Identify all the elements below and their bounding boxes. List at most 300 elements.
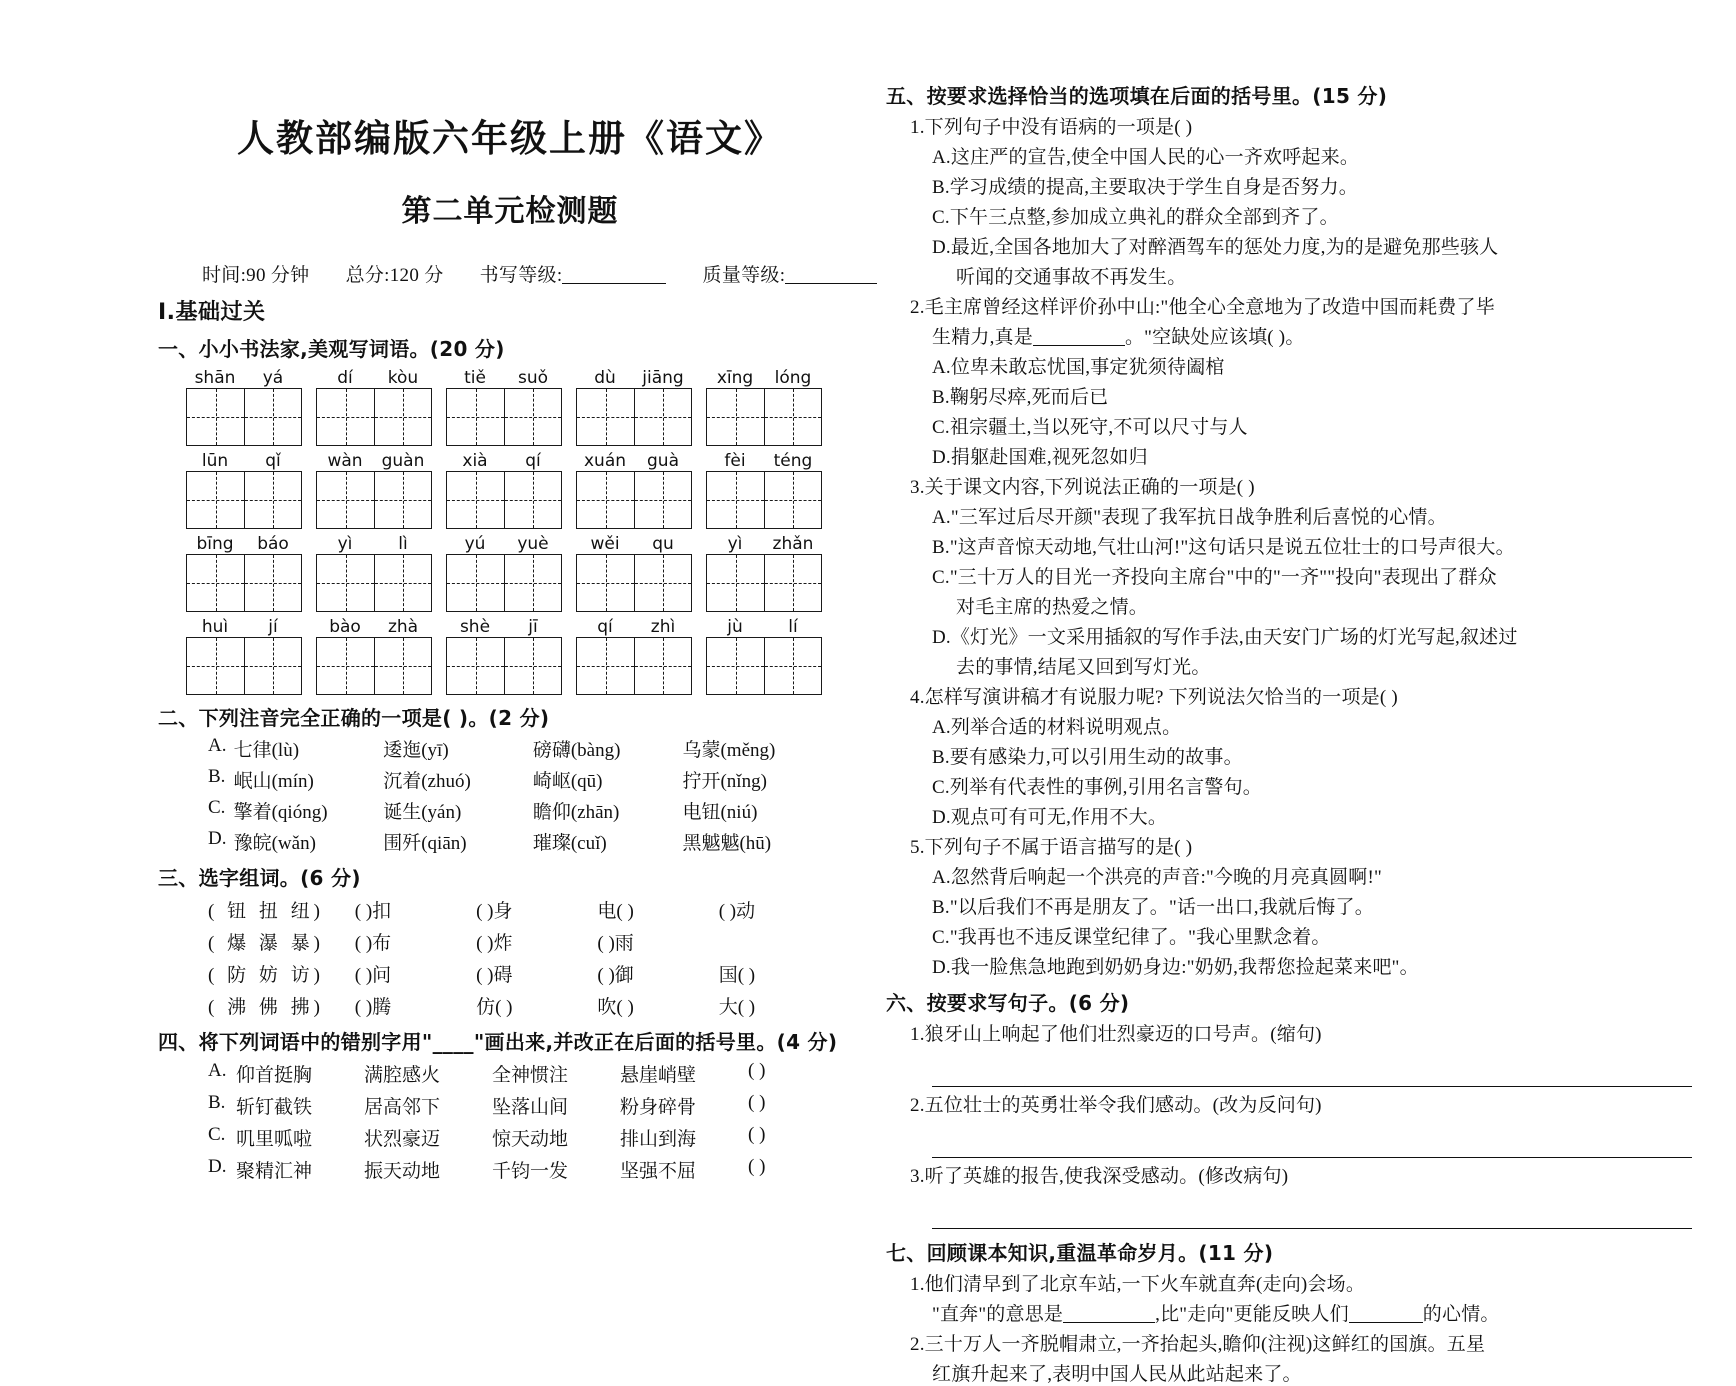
wrong-character-row[interactable] bbox=[180, 1156, 840, 1183]
writing-boxes-row bbox=[180, 637, 840, 695]
writing-box[interactable] bbox=[634, 388, 692, 446]
row-label: B. bbox=[208, 1092, 226, 1113]
character-blank-item[interactable]: ( )雨 bbox=[597, 933, 634, 954]
character-blank-item[interactable]: 仿( ) bbox=[476, 997, 513, 1018]
word-item[interactable]: 聚精汇神 bbox=[236, 1161, 313, 1182]
option-text: 忽然背后响起一个洪亮的声音:"今晚的月亮真圆啊!" bbox=[950, 867, 1382, 888]
question-text[interactable]: 下列句子中没有语病的一项是( ) bbox=[924, 117, 1193, 138]
writing-box[interactable] bbox=[316, 471, 374, 529]
pinyin-syllable: yú bbox=[464, 534, 486, 554]
writing-box[interactable] bbox=[576, 554, 634, 612]
option-item: 围歼(qiān) bbox=[383, 833, 467, 854]
pinyin-syllable: wěi bbox=[590, 534, 620, 554]
question-stem bbox=[886, 832, 1692, 859]
writing-box[interactable] bbox=[706, 471, 764, 529]
pinyin-group bbox=[446, 451, 562, 471]
word-item[interactable]: 排山到海 bbox=[620, 1129, 697, 1150]
option-label: A. bbox=[932, 357, 951, 378]
writing-box[interactable] bbox=[634, 554, 692, 612]
row-label: A. bbox=[208, 1060, 227, 1081]
item-text: 听了英雄的报告,使我深受感动。(修改病句) bbox=[924, 1166, 1289, 1187]
option-item: 沉着(zhuó) bbox=[383, 771, 471, 792]
item-number: 2. bbox=[910, 1334, 925, 1355]
left-column bbox=[40, 72, 860, 1207]
character-choice-row[interactable] bbox=[180, 992, 840, 1019]
item-text: 三十万人一齐脱帽肃立,一齐抬起头,瞻仰(注视)这鲜红的国旗。五星 bbox=[924, 1334, 1486, 1355]
option-text-cont: 去的事情,结尾又回到写灯光。 bbox=[956, 657, 1211, 678]
option-item: 拧开(nǐng) bbox=[682, 771, 767, 792]
item-number: 3. bbox=[910, 1166, 925, 1187]
option-text: 《灯光》一文采用插叙的写作手法,由天安门广场的灯光写起,叙述过 bbox=[950, 627, 1518, 648]
section-two-title: 二、下列注音完全正确的一项是( )。(2 分) bbox=[158, 706, 550, 730]
item-number: 1. bbox=[910, 1274, 925, 1295]
pinyin-group bbox=[576, 534, 692, 554]
word-item[interactable]: 振天动地 bbox=[364, 1161, 441, 1182]
option-item: 瞻仰(zhān) bbox=[532, 802, 620, 823]
wrong-character-row[interactable] bbox=[180, 1060, 840, 1087]
writing-box-group bbox=[576, 554, 692, 612]
character-blank-item[interactable]: 大( ) bbox=[718, 997, 756, 1018]
pinyin-syllable: xīng bbox=[716, 368, 754, 388]
writing-box-group bbox=[576, 637, 692, 695]
option-line[interactable] bbox=[886, 502, 1692, 529]
quality-grade-label: 质量等级: bbox=[702, 265, 786, 286]
option-label: A. bbox=[932, 507, 951, 528]
item-number: 2. bbox=[910, 1095, 925, 1116]
character-choice-row[interactable] bbox=[180, 896, 840, 923]
pinyin-labels bbox=[180, 449, 840, 471]
question-number: 2. bbox=[910, 297, 925, 318]
character-blank-item[interactable]: 国( ) bbox=[718, 965, 756, 986]
writing-box[interactable] bbox=[244, 554, 302, 612]
option-label: C. bbox=[932, 417, 950, 438]
pinyin-syllable: yì bbox=[727, 534, 743, 554]
pinyin-group bbox=[576, 617, 692, 637]
question-stem bbox=[886, 682, 1692, 709]
question-number: 3. bbox=[910, 477, 925, 498]
option-line[interactable] bbox=[886, 892, 1692, 919]
word-item[interactable]: 惊天动地 bbox=[492, 1129, 569, 1150]
question-number: 1. bbox=[910, 117, 925, 138]
option-text: 下午三点整,参加成立典礼的群众全部到齐了。 bbox=[949, 207, 1339, 228]
character-blank-item[interactable]: 电( ) bbox=[597, 901, 634, 922]
option-item: 诞生(yán) bbox=[383, 802, 462, 823]
writing-box[interactable] bbox=[374, 471, 432, 529]
pinyin-syllable: yì bbox=[337, 534, 353, 554]
word-item[interactable]: 坠落山间 bbox=[492, 1097, 569, 1118]
question-text[interactable]: 下列句子不属于语言描写的是( ) bbox=[924, 837, 1193, 858]
pinyin-syllable: zhà bbox=[387, 617, 419, 637]
character-choice-row[interactable] bbox=[180, 960, 840, 987]
option-text: 列举合适的材料说明观点。 bbox=[950, 717, 1182, 738]
writing-box-group bbox=[316, 637, 432, 695]
recall-item bbox=[886, 1269, 1692, 1296]
writing-box[interactable] bbox=[446, 637, 504, 695]
writing-box[interactable] bbox=[374, 388, 432, 446]
writing-box[interactable] bbox=[316, 388, 374, 446]
option-line[interactable] bbox=[886, 712, 1692, 739]
writing-box-group bbox=[576, 471, 692, 529]
writing-box-group bbox=[706, 637, 822, 695]
pinyin-group bbox=[446, 534, 562, 554]
wrong-character-row[interactable] bbox=[180, 1124, 840, 1151]
character-set: ( 爆 瀑 暴) bbox=[208, 933, 324, 954]
question-text[interactable]: 怎样写演讲稿才有说服力呢? 下列说法欠恰当的一项是( ) bbox=[924, 687, 1398, 708]
character-blank-item[interactable]: ( )炸 bbox=[476, 933, 513, 954]
writing-box[interactable] bbox=[764, 554, 822, 612]
option-label: B. bbox=[932, 747, 950, 768]
pinyin-syllable: shān bbox=[194, 368, 236, 388]
pinyin-row bbox=[180, 532, 840, 612]
pinyin-syllable: jù bbox=[727, 617, 743, 637]
option-label: B. bbox=[932, 897, 950, 918]
item-number: 1. bbox=[910, 1024, 925, 1045]
pinyin-group bbox=[316, 368, 432, 388]
pinyin-option-row[interactable] bbox=[180, 766, 840, 793]
option-item: 乌蒙(měng) bbox=[682, 740, 776, 761]
option-line[interactable] bbox=[886, 922, 1692, 949]
writing-box[interactable] bbox=[374, 554, 432, 612]
option-text: 祖宗疆土,当以死守,不可以尺寸与人 bbox=[949, 417, 1248, 438]
word-item[interactable]: 粉身碎骨 bbox=[620, 1097, 697, 1118]
writing-boxes-row bbox=[180, 471, 840, 529]
option-line[interactable] bbox=[886, 742, 1692, 769]
pinyin-syllable: qí bbox=[597, 617, 613, 637]
question-stem bbox=[886, 112, 1692, 139]
total-score-label: 总分:120 分 bbox=[345, 265, 444, 286]
word-item[interactable]: 满腔感火 bbox=[364, 1065, 441, 1086]
item-text: 五位壮士的英勇壮举令我们感动。(改为反问句) bbox=[924, 1095, 1322, 1116]
pinyin-group bbox=[576, 368, 692, 388]
option-item: 七律(lù) bbox=[233, 740, 300, 761]
writing-box-group bbox=[446, 388, 562, 446]
question-text[interactable]: 关于课文内容,下列说法正确的一项是( ) bbox=[924, 477, 1255, 498]
option-text: "这声音惊天动地,气壮山河!"这句话只是说五位壮士的口号声很大。 bbox=[949, 537, 1515, 558]
writing-box-group bbox=[186, 637, 302, 695]
pinyin-group bbox=[706, 617, 822, 637]
option-item: 岷山(mín) bbox=[233, 771, 314, 792]
recall-item-cont: 红旗升起来了,表明中国人民从此站起来了。 bbox=[932, 1364, 1302, 1385]
pinyin-option-row[interactable] bbox=[180, 797, 840, 824]
pinyin-option-row[interactable] bbox=[180, 828, 840, 855]
pinyin-syllable: zhì bbox=[650, 617, 676, 637]
writing-box[interactable] bbox=[634, 471, 692, 529]
pinyin-row bbox=[180, 615, 840, 695]
character-blank-item[interactable]: ( )碍 bbox=[476, 965, 513, 986]
wrong-character-row[interactable] bbox=[180, 1092, 840, 1119]
section-five-title: 五、按要求选择恰当的选项填在后面的括号里。(15 分) bbox=[886, 84, 1388, 108]
pinyin-labels bbox=[180, 532, 840, 554]
writing-box[interactable] bbox=[576, 471, 634, 529]
sentence-task bbox=[886, 1019, 1692, 1046]
character-blank-item[interactable]: 吹( ) bbox=[597, 997, 634, 1018]
pinyin-syllable: suǒ bbox=[517, 368, 549, 388]
writing-box[interactable] bbox=[374, 637, 432, 695]
pinyin-group bbox=[706, 368, 822, 388]
pinyin-syllable: báo bbox=[257, 534, 289, 554]
character-blank-item[interactable]: ( )问 bbox=[354, 965, 392, 986]
writing-box[interactable] bbox=[186, 388, 244, 446]
writing-box[interactable] bbox=[706, 554, 764, 612]
option-label: C. bbox=[932, 927, 950, 948]
pinyin-row bbox=[180, 449, 840, 529]
writing-box[interactable] bbox=[764, 471, 822, 529]
pinyin-syllable: xuán bbox=[583, 451, 627, 471]
option-line[interactable] bbox=[886, 622, 1692, 649]
pinyin-group bbox=[316, 534, 432, 554]
writing-box[interactable] bbox=[504, 637, 562, 695]
question-stem-cont bbox=[886, 322, 1692, 349]
answer-paren[interactable]: ( ) bbox=[748, 1156, 766, 1177]
option-text: 学习成绩的提高,主要取决于学生自身是否努力。 bbox=[949, 177, 1358, 198]
option-item: 崎岖(qū) bbox=[532, 771, 603, 792]
item-text-part-a: "直奔"的意思是 bbox=[932, 1304, 1064, 1325]
pinyin-group bbox=[446, 617, 562, 637]
right-column bbox=[860, 72, 1722, 1385]
word-item[interactable]: 居高邻下 bbox=[364, 1097, 441, 1118]
question-text-part-b: 。"空缺处应该填( )。 bbox=[1124, 327, 1305, 348]
fill-in-blank[interactable] bbox=[1349, 1322, 1423, 1323]
option-line[interactable] bbox=[886, 172, 1692, 199]
option-line[interactable] bbox=[886, 442, 1692, 469]
fill-in-blank[interactable] bbox=[1033, 345, 1125, 346]
part-one-title: Ⅰ.基础过关 bbox=[158, 300, 266, 325]
option-text-cont: 对毛主席的热爱之情。 bbox=[956, 597, 1149, 618]
option-item: 擎着(qióng) bbox=[233, 802, 328, 823]
option-line[interactable] bbox=[886, 952, 1692, 979]
option-text: "三十万人的目光一齐投向主席台"中的"一齐""投向"表现出了群众 bbox=[949, 567, 1497, 588]
answer-paren[interactable]: ( ) bbox=[748, 1092, 766, 1113]
sentence-task bbox=[886, 1161, 1692, 1188]
option-text: 要有感染力,可以引用生动的故事。 bbox=[949, 747, 1243, 768]
pinyin-group bbox=[446, 368, 562, 388]
option-text: "我再也不违反课堂纪律了。"我心里默念着。 bbox=[949, 927, 1331, 948]
option-text: "三军过后尽开颜"表现了我军抗日战争胜利后喜悦的心情。 bbox=[950, 507, 1447, 528]
option-label: D. bbox=[932, 447, 951, 468]
pinyin-syllable: guàn bbox=[381, 451, 425, 471]
pinyin-option-row[interactable] bbox=[180, 735, 840, 762]
writing-box[interactable] bbox=[764, 637, 822, 695]
option-text: 观点可有可无,作用不大。 bbox=[950, 807, 1168, 828]
writing-grade-blank[interactable] bbox=[562, 283, 666, 284]
character-choice-row[interactable] bbox=[180, 928, 840, 955]
writing-box[interactable] bbox=[186, 637, 244, 695]
option-text: 位卑未敢忘忧国,事定犹须待阖棺 bbox=[950, 357, 1225, 378]
word-item[interactable]: 全神惯注 bbox=[492, 1065, 569, 1086]
writing-box[interactable] bbox=[504, 471, 562, 529]
writing-box-group bbox=[706, 388, 822, 446]
section-four-title: 四、将下列词语中的错别字用"____"画出来,并改正在后面的括号里。(4 分) bbox=[158, 1030, 838, 1054]
option-item: 豫皖(wǎn) bbox=[233, 833, 316, 854]
writing-box[interactable] bbox=[504, 388, 562, 446]
answer-paren[interactable]: ( ) bbox=[748, 1060, 766, 1081]
writing-box[interactable] bbox=[764, 388, 822, 446]
character-blank-item[interactable]: ( )扣 bbox=[354, 901, 392, 922]
pinyin-group bbox=[186, 534, 302, 554]
option-line[interactable] bbox=[886, 862, 1692, 889]
option-item: 黑魆魆(hū) bbox=[682, 833, 772, 854]
writing-box[interactable] bbox=[706, 637, 764, 695]
exam-meta-line bbox=[180, 260, 840, 287]
word-item[interactable]: 叽里呱啦 bbox=[236, 1129, 313, 1150]
pinyin-syllable: lì bbox=[398, 534, 408, 554]
option-line[interactable] bbox=[886, 232, 1692, 259]
pinyin-syllable: lóng bbox=[774, 368, 812, 388]
character-set: ( 防 妨 访) bbox=[208, 965, 324, 986]
item-text: 他们清早到了北京车站,一下火车就直奔(走向)会场。 bbox=[924, 1274, 1366, 1295]
word-item[interactable]: 坚强不屈 bbox=[620, 1161, 697, 1182]
writing-box-group bbox=[186, 471, 302, 529]
time-label: 时间:90 分钟 bbox=[202, 265, 310, 286]
option-label: A. bbox=[208, 735, 227, 756]
pinyin-group bbox=[186, 617, 302, 637]
option-text: 鞠躬尽瘁,死而后已 bbox=[949, 387, 1109, 408]
word-item[interactable]: 悬崖峭壁 bbox=[620, 1065, 697, 1086]
item-text-part-b: ,比"走向"更能反映人们 bbox=[1155, 1304, 1349, 1325]
option-text: 捐躯赴国难,视死忽如归 bbox=[950, 447, 1148, 468]
word-item[interactable]: 斩钉截铁 bbox=[236, 1097, 313, 1118]
writing-box-group bbox=[446, 637, 562, 695]
option-line[interactable] bbox=[886, 382, 1692, 409]
option-label: C. bbox=[932, 567, 950, 588]
option-label: B. bbox=[932, 177, 950, 198]
answer-writing-line[interactable] bbox=[932, 1048, 1692, 1087]
pinyin-syllable: fèi bbox=[724, 451, 746, 471]
pinyin-labels bbox=[180, 615, 840, 637]
character-set: ( 钮 扭 纽) bbox=[208, 901, 324, 922]
character-blank-item[interactable]: ( )动 bbox=[718, 901, 756, 922]
answer-paren[interactable]: ( ) bbox=[748, 1124, 766, 1145]
option-label: B. bbox=[932, 537, 950, 558]
writing-box-group bbox=[316, 554, 432, 612]
pinyin-syllable: kòu bbox=[387, 368, 419, 388]
pinyin-syllable: bào bbox=[329, 617, 361, 637]
option-line[interactable] bbox=[886, 772, 1692, 799]
writing-box[interactable] bbox=[186, 554, 244, 612]
option-item: 磅礴(bàng) bbox=[532, 740, 621, 761]
option-label: A. bbox=[932, 867, 951, 888]
row-label: C. bbox=[208, 1124, 226, 1145]
writing-box[interactable] bbox=[244, 471, 302, 529]
character-set: ( 沸 佛 拂) bbox=[208, 997, 324, 1018]
page-subtitle: 第二单元检测题 bbox=[401, 194, 619, 229]
word-item[interactable]: 千钧一发 bbox=[492, 1161, 569, 1182]
writing-box[interactable] bbox=[634, 637, 692, 695]
option-label: C. bbox=[932, 207, 950, 228]
option-label: D. bbox=[932, 957, 951, 978]
writing-box[interactable] bbox=[576, 388, 634, 446]
answer-writing-line[interactable] bbox=[932, 1119, 1692, 1158]
pinyin-syllable: qǐ bbox=[265, 451, 281, 471]
option-line[interactable] bbox=[886, 352, 1692, 379]
option-line[interactable] bbox=[886, 142, 1692, 169]
pinyin-syllable: jí bbox=[268, 617, 278, 637]
option-line[interactable] bbox=[886, 532, 1692, 559]
pinyin-syllable: jī bbox=[528, 617, 538, 637]
writing-box-group bbox=[186, 388, 302, 446]
recall-item-cont bbox=[886, 1299, 1692, 1326]
writing-box-group bbox=[446, 471, 562, 529]
option-item: 电钮(niú) bbox=[682, 802, 758, 823]
pinyin-group bbox=[186, 451, 302, 471]
writing-box-group bbox=[446, 554, 562, 612]
option-label: C. bbox=[932, 777, 950, 798]
writing-box-group bbox=[316, 388, 432, 446]
pinyin-syllable: wàn bbox=[327, 451, 363, 471]
writing-box[interactable] bbox=[316, 554, 374, 612]
option-text: "以后我们不再是朋友了。"话一出口,我就后悔了。 bbox=[949, 897, 1374, 918]
section-seven-title: 七、回顾课本知识,重温革命岁月。(11 分) bbox=[886, 1241, 1274, 1265]
writing-box-group bbox=[576, 388, 692, 446]
writing-box[interactable] bbox=[186, 471, 244, 529]
writing-box[interactable] bbox=[316, 637, 374, 695]
writing-box[interactable] bbox=[576, 637, 634, 695]
option-label: C. bbox=[208, 797, 226, 818]
writing-boxes-row bbox=[180, 554, 840, 612]
option-label: A. bbox=[932, 717, 951, 738]
sentence-task bbox=[886, 1090, 1692, 1117]
pinyin-syllable: jiāng bbox=[642, 368, 684, 388]
writing-box-group bbox=[706, 554, 822, 612]
pinyin-syllable: xià bbox=[462, 451, 488, 471]
writing-box[interactable] bbox=[504, 554, 562, 612]
pinyin-syllable: bīng bbox=[196, 534, 234, 554]
writing-box[interactable] bbox=[244, 637, 302, 695]
word-item[interactable]: 仰首挺胸 bbox=[236, 1065, 313, 1086]
row-label: D. bbox=[208, 1156, 227, 1177]
option-item: 逶迤(yī) bbox=[383, 740, 449, 761]
writing-box-group bbox=[316, 471, 432, 529]
question-text-part-a: 生精力,真是 bbox=[932, 327, 1033, 348]
pinyin-syllable: guà bbox=[647, 451, 679, 471]
character-blank-item[interactable]: ( )腾 bbox=[354, 997, 392, 1018]
word-item[interactable]: 状烈豪迈 bbox=[364, 1129, 441, 1150]
option-line[interactable] bbox=[886, 802, 1692, 829]
writing-box[interactable] bbox=[446, 388, 504, 446]
writing-box[interactable] bbox=[244, 388, 302, 446]
question-text[interactable]: 毛主席曾经这样评价孙中山:"他全心全意地为了改造中国而耗费了毕 bbox=[924, 297, 1495, 318]
page-title: 人教部编版六年级上册《语文》 bbox=[237, 117, 783, 160]
item-text-part-c: 的心情。 bbox=[1422, 1304, 1500, 1325]
pinyin-labels bbox=[180, 366, 840, 388]
character-blank-item[interactable]: ( )身 bbox=[476, 901, 513, 922]
writing-box[interactable] bbox=[446, 471, 504, 529]
option-label: D. bbox=[932, 237, 951, 258]
writing-boxes-row bbox=[180, 388, 840, 446]
pinyin-writing-grid bbox=[180, 366, 840, 695]
option-line[interactable] bbox=[886, 202, 1692, 229]
pinyin-syllable: lūn bbox=[201, 451, 229, 471]
answer-writing-line[interactable] bbox=[932, 1190, 1692, 1229]
item-text: 狼牙山上响起了他们壮烈豪迈的口号声。(缩句) bbox=[924, 1024, 1322, 1045]
option-line[interactable] bbox=[886, 412, 1692, 439]
character-blank-item[interactable]: ( )布 bbox=[354, 933, 392, 954]
writing-grade-label: 书写等级: bbox=[479, 265, 563, 286]
question-stem bbox=[886, 292, 1692, 319]
fill-in-blank[interactable] bbox=[1063, 1322, 1155, 1323]
section-six-title: 六、按要求写句子。(6 分) bbox=[886, 991, 1130, 1015]
option-line[interactable] bbox=[886, 562, 1692, 589]
pinyin-row bbox=[180, 366, 840, 446]
writing-box[interactable] bbox=[446, 554, 504, 612]
option-text: 最近,全国各地加大了对醉酒驾车的惩处力度,为的是避免那些骇人 bbox=[950, 237, 1499, 258]
section-one-title: 一、小小书法家,美观写词语。(20 分) bbox=[158, 337, 505, 361]
question-number: 5. bbox=[910, 837, 925, 858]
writing-box[interactable] bbox=[706, 388, 764, 446]
character-blank-item[interactable]: ( )御 bbox=[597, 965, 634, 986]
pinyin-syllable: qí bbox=[525, 451, 541, 471]
pinyin-group bbox=[316, 451, 432, 471]
